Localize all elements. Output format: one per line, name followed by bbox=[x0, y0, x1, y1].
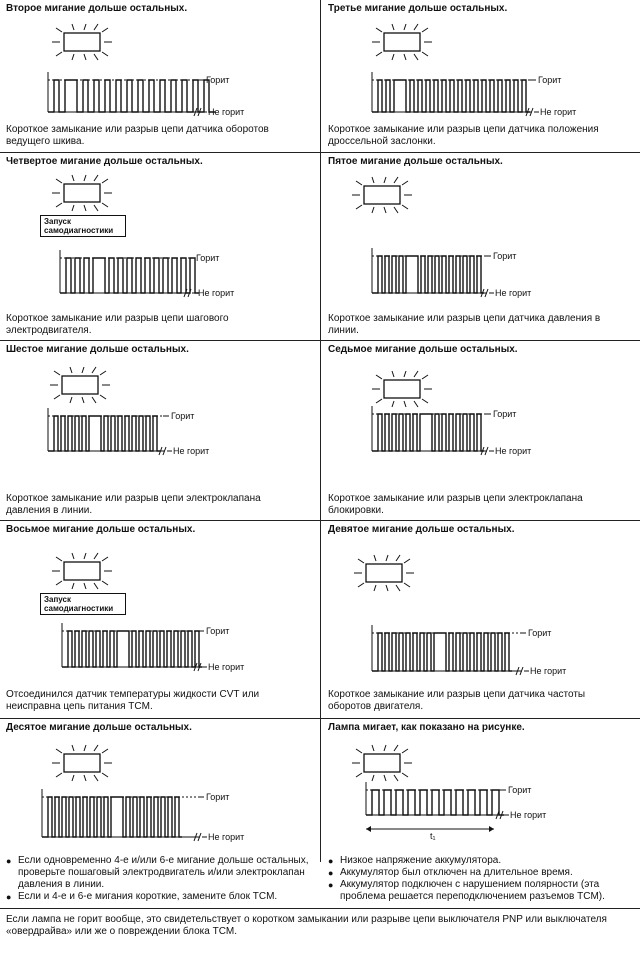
lamp-ray bbox=[94, 205, 98, 211]
arrow-right-icon bbox=[489, 826, 494, 832]
panel-second-blink bbox=[0, 0, 320, 152]
off-label: Не горит bbox=[540, 107, 577, 117]
lamp-ray bbox=[392, 401, 394, 407]
lamp-ray bbox=[394, 775, 398, 781]
lamp-ray bbox=[72, 583, 74, 589]
off-label: Не горит bbox=[173, 446, 210, 456]
lamp-ray bbox=[404, 583, 410, 587]
lamp-ray bbox=[72, 745, 74, 751]
lamp-ray bbox=[414, 401, 418, 407]
lamp-ray bbox=[358, 559, 364, 563]
off-label: Не горит bbox=[495, 288, 532, 298]
column-divider bbox=[320, 0, 321, 862]
lamp-ray bbox=[384, 745, 386, 751]
lamp-ray bbox=[94, 24, 98, 30]
self-diagnosis-start-label: Запуск самодиагностики bbox=[40, 593, 126, 615]
lamp-ray bbox=[414, 54, 418, 60]
panel-title: Девятое мигание дольше остальных. bbox=[328, 524, 515, 535]
lamp-ray bbox=[396, 555, 400, 561]
lamp-ray bbox=[374, 555, 376, 561]
lamp-ray bbox=[92, 397, 96, 403]
blink-diagram bbox=[0, 153, 320, 340]
lamp-ray bbox=[356, 181, 362, 185]
panel-sixth-blink bbox=[0, 341, 320, 520]
lamp-ray bbox=[356, 205, 362, 209]
lamp-ray bbox=[396, 585, 400, 591]
lamp-icon bbox=[366, 564, 402, 582]
blink-waveform bbox=[42, 797, 182, 837]
on-label: Горит bbox=[528, 628, 552, 638]
off-label: Не горит bbox=[198, 288, 235, 298]
lamp-ray bbox=[402, 749, 408, 753]
on-label: Горит bbox=[171, 411, 195, 421]
period-label: t₁ bbox=[430, 831, 436, 841]
lamp-ray bbox=[384, 177, 386, 183]
panel-eighth-blink bbox=[0, 521, 320, 718]
lamp-ray bbox=[404, 54, 406, 60]
on-label: Горит bbox=[493, 409, 517, 419]
blink-waveform bbox=[372, 80, 530, 112]
blink-diagram bbox=[322, 153, 640, 340]
on-label: Горит bbox=[493, 251, 517, 261]
panel-ninth-blink bbox=[322, 521, 640, 718]
note-item: ● Если одновременно 4-е и/или 6-е мигание дольше остальных, проверьте пошаговый электродвигатель и/или электроклапан давления в линии. bbox=[6, 855, 312, 891]
lamp-ray bbox=[102, 557, 108, 561]
lamp-ray bbox=[414, 371, 418, 377]
blink-waveform bbox=[372, 256, 484, 293]
on-label: Горит bbox=[206, 792, 230, 802]
lamp-ray bbox=[402, 205, 408, 209]
lamp-ray bbox=[72, 775, 74, 781]
lamp-ray bbox=[356, 749, 362, 753]
on-label: Горит bbox=[508, 785, 532, 795]
lamp-ray bbox=[84, 775, 86, 781]
lamp-ray bbox=[84, 553, 86, 559]
lamp-ray bbox=[82, 367, 84, 373]
lamp-ray bbox=[84, 583, 86, 589]
panel-description: Короткое замыкание или разрыв цепи датчика положения дроссельной заслонки. bbox=[328, 124, 599, 147]
on-label: Горит bbox=[206, 626, 230, 636]
panel-description: Короткое замыкание или разрыв цепи шагового электродвигателя. bbox=[6, 313, 229, 336]
lamp-ray bbox=[84, 54, 86, 60]
lamp-ray bbox=[102, 179, 108, 183]
lamp-icon bbox=[384, 380, 420, 398]
panel-description: Короткое замыкание или разрыв цепи электроклапана давления в линии. bbox=[6, 493, 261, 516]
lamp-ray bbox=[384, 775, 386, 781]
panel-title: Третье мигание дольше остальных. bbox=[328, 3, 508, 14]
lamp-ray bbox=[404, 24, 406, 30]
note-item: ● Если и 4-е и 6-е мигания короткие, замените блок TCM. bbox=[6, 891, 312, 903]
lamp-ray bbox=[54, 371, 60, 375]
lamp-ray bbox=[372, 745, 374, 751]
panel-description: Короткое замыкание или разрыв цепи датчика давления в линии. bbox=[328, 313, 601, 336]
panel-title: Пятое мигание дольше остальных. bbox=[328, 156, 503, 167]
on-label: Горит bbox=[206, 75, 230, 85]
note-item: ● Аккумулятор был отключен на длительное время. bbox=[328, 867, 634, 879]
lamp-ray bbox=[394, 177, 398, 183]
arrow-left-icon bbox=[366, 826, 371, 832]
lamp-ray bbox=[376, 28, 382, 32]
lamp-ray bbox=[372, 207, 374, 213]
blink-diagram bbox=[0, 719, 320, 859]
panel-title: Седьмое мигание дольше остальных. bbox=[328, 344, 518, 355]
off-label: Не горит bbox=[208, 107, 245, 117]
off-label: Не горит bbox=[495, 446, 532, 456]
lamp-ray bbox=[94, 553, 98, 559]
blink-waveform bbox=[62, 631, 202, 667]
panel-fourth-blink bbox=[0, 153, 320, 340]
panel-description: Отсоединился датчик температуры жидкости CVT или неисправна цепь питания TCM. bbox=[6, 689, 260, 712]
lamp-ray bbox=[404, 559, 410, 563]
lamp-ray bbox=[386, 585, 388, 591]
blink-waveform bbox=[366, 790, 504, 815]
off-label: Не горит bbox=[208, 662, 245, 672]
lamp-ray bbox=[358, 583, 364, 587]
panel-title: Десятое мигание дольше остальных. bbox=[6, 722, 192, 733]
lamp-ray bbox=[392, 371, 394, 377]
lamp-ray bbox=[356, 773, 362, 777]
lamp-ray bbox=[56, 28, 62, 32]
blink-waveform bbox=[372, 633, 512, 671]
lamp-ray bbox=[422, 52, 428, 56]
lamp-ray bbox=[56, 179, 62, 183]
blink-waveform bbox=[60, 258, 199, 293]
lamp-ray bbox=[102, 581, 108, 585]
lamp-ray bbox=[402, 773, 408, 777]
lamp-ray bbox=[392, 54, 394, 60]
on-label: Горит bbox=[196, 253, 220, 263]
lamp-ray bbox=[92, 367, 96, 373]
lamp-icon bbox=[64, 184, 100, 202]
panel-seventh-blink bbox=[322, 341, 640, 520]
lamp-icon bbox=[364, 754, 400, 772]
lamp-ray bbox=[94, 54, 98, 60]
lamp-ray bbox=[394, 745, 398, 751]
lamp-ray bbox=[422, 399, 428, 403]
off-label: Не горит bbox=[510, 810, 547, 820]
off-label: Не горит bbox=[530, 666, 567, 676]
panel-blink-pattern bbox=[322, 719, 640, 908]
lamp-ray bbox=[72, 553, 74, 559]
row-divider bbox=[0, 908, 640, 909]
lamp-ray bbox=[376, 375, 382, 379]
panel-title: Лампа мигает, как показано на рисунке. bbox=[328, 722, 525, 733]
panel-fifth-blink bbox=[322, 153, 640, 340]
lamp-ray bbox=[386, 555, 388, 561]
lamp-ray bbox=[392, 24, 394, 30]
lamp-ray bbox=[84, 175, 86, 181]
lamp-ray bbox=[56, 52, 62, 56]
lamp-icon bbox=[64, 562, 100, 580]
lamp-icon bbox=[62, 376, 98, 394]
lamp-ray bbox=[374, 585, 376, 591]
panel-title: Четвертое мигание дольше остальных. bbox=[6, 156, 203, 167]
lamp-ray bbox=[82, 397, 84, 403]
lamp-ray bbox=[422, 28, 428, 32]
panel-title: Шестое мигание дольше остальных. bbox=[6, 344, 189, 355]
lamp-ray bbox=[414, 24, 418, 30]
lamp-icon bbox=[64, 754, 100, 772]
lamp-ray bbox=[56, 557, 62, 561]
lamp-ray bbox=[56, 749, 62, 753]
panel-title: Второе мигание дольше остальных. bbox=[6, 3, 188, 14]
footer-note: Если лампа не горит вообще, это свидетельствует о коротком замыкании или разрыве цепи выключателя PNP или выключателя «овердрайва» или же о повреждении блока TCM. bbox=[6, 914, 607, 937]
lamp-icon bbox=[364, 186, 400, 204]
lamp-ray bbox=[394, 207, 398, 213]
lamp-ray bbox=[100, 395, 106, 399]
lamp-ray bbox=[422, 375, 428, 379]
lamp-ray bbox=[404, 401, 406, 407]
panel-description: Короткое замыкание или разрыв цепи датчика частоты оборотов двигателя. bbox=[328, 689, 586, 712]
lamp-ray bbox=[72, 205, 74, 211]
lamp-ray bbox=[94, 175, 98, 181]
lamp-ray bbox=[372, 177, 374, 183]
lamp-ray bbox=[102, 203, 108, 207]
off-label: Не горит bbox=[208, 832, 245, 842]
lamp-ray bbox=[54, 395, 60, 399]
lamp-ray bbox=[384, 207, 386, 213]
notes-list bbox=[328, 855, 634, 903]
panel-tenth-blink bbox=[0, 719, 320, 908]
on-label: Горит bbox=[538, 75, 562, 85]
lamp-ray bbox=[56, 773, 62, 777]
lamp-ray bbox=[84, 24, 86, 30]
note-item: ● Низкое напряжение аккумулятора. bbox=[328, 855, 634, 867]
lamp-icon bbox=[384, 33, 420, 51]
lamp-ray bbox=[376, 399, 382, 403]
blink-waveform bbox=[48, 80, 215, 112]
lamp-ray bbox=[404, 371, 406, 377]
blink-diagram bbox=[322, 719, 640, 859]
lamp-ray bbox=[102, 52, 108, 56]
lamp-ray bbox=[94, 745, 98, 751]
lamp-ray bbox=[84, 745, 86, 751]
lamp-ray bbox=[102, 749, 108, 753]
panel-title: Восьмое мигание дольше остальных. bbox=[6, 524, 196, 535]
panel-third-blink bbox=[322, 0, 640, 152]
lamp-ray bbox=[402, 181, 408, 185]
lamp-ray bbox=[56, 203, 62, 207]
lamp-ray bbox=[56, 581, 62, 585]
lamp-icon bbox=[64, 33, 100, 51]
lamp-ray bbox=[72, 24, 74, 30]
self-diagnosis-start-label: Запуск самодиагностики bbox=[40, 215, 126, 237]
lamp-ray bbox=[94, 775, 98, 781]
panel-description: Короткое замыкание или разрыв цепи электроклапана блокировки. bbox=[328, 493, 583, 516]
lamp-ray bbox=[72, 54, 74, 60]
lamp-ray bbox=[102, 773, 108, 777]
lamp-ray bbox=[102, 28, 108, 32]
lamp-ray bbox=[376, 52, 382, 56]
blink-waveform bbox=[372, 414, 484, 451]
lamp-ray bbox=[70, 367, 72, 373]
note-item: ● Аккумулятор подключен с нарушением полярности (эта проблема решается переподключением разъемов TCM). bbox=[328, 879, 634, 903]
lamp-ray bbox=[72, 175, 74, 181]
lamp-ray bbox=[372, 775, 374, 781]
blink-waveform bbox=[48, 416, 160, 451]
notes-list bbox=[6, 855, 312, 903]
lamp-ray bbox=[100, 371, 106, 375]
lamp-ray bbox=[70, 397, 72, 403]
lamp-ray bbox=[94, 583, 98, 589]
panel-description: Короткое замыкание или разрыв цепи датчика оборотов ведущего шкива. bbox=[6, 124, 269, 147]
lamp-ray bbox=[84, 205, 86, 211]
